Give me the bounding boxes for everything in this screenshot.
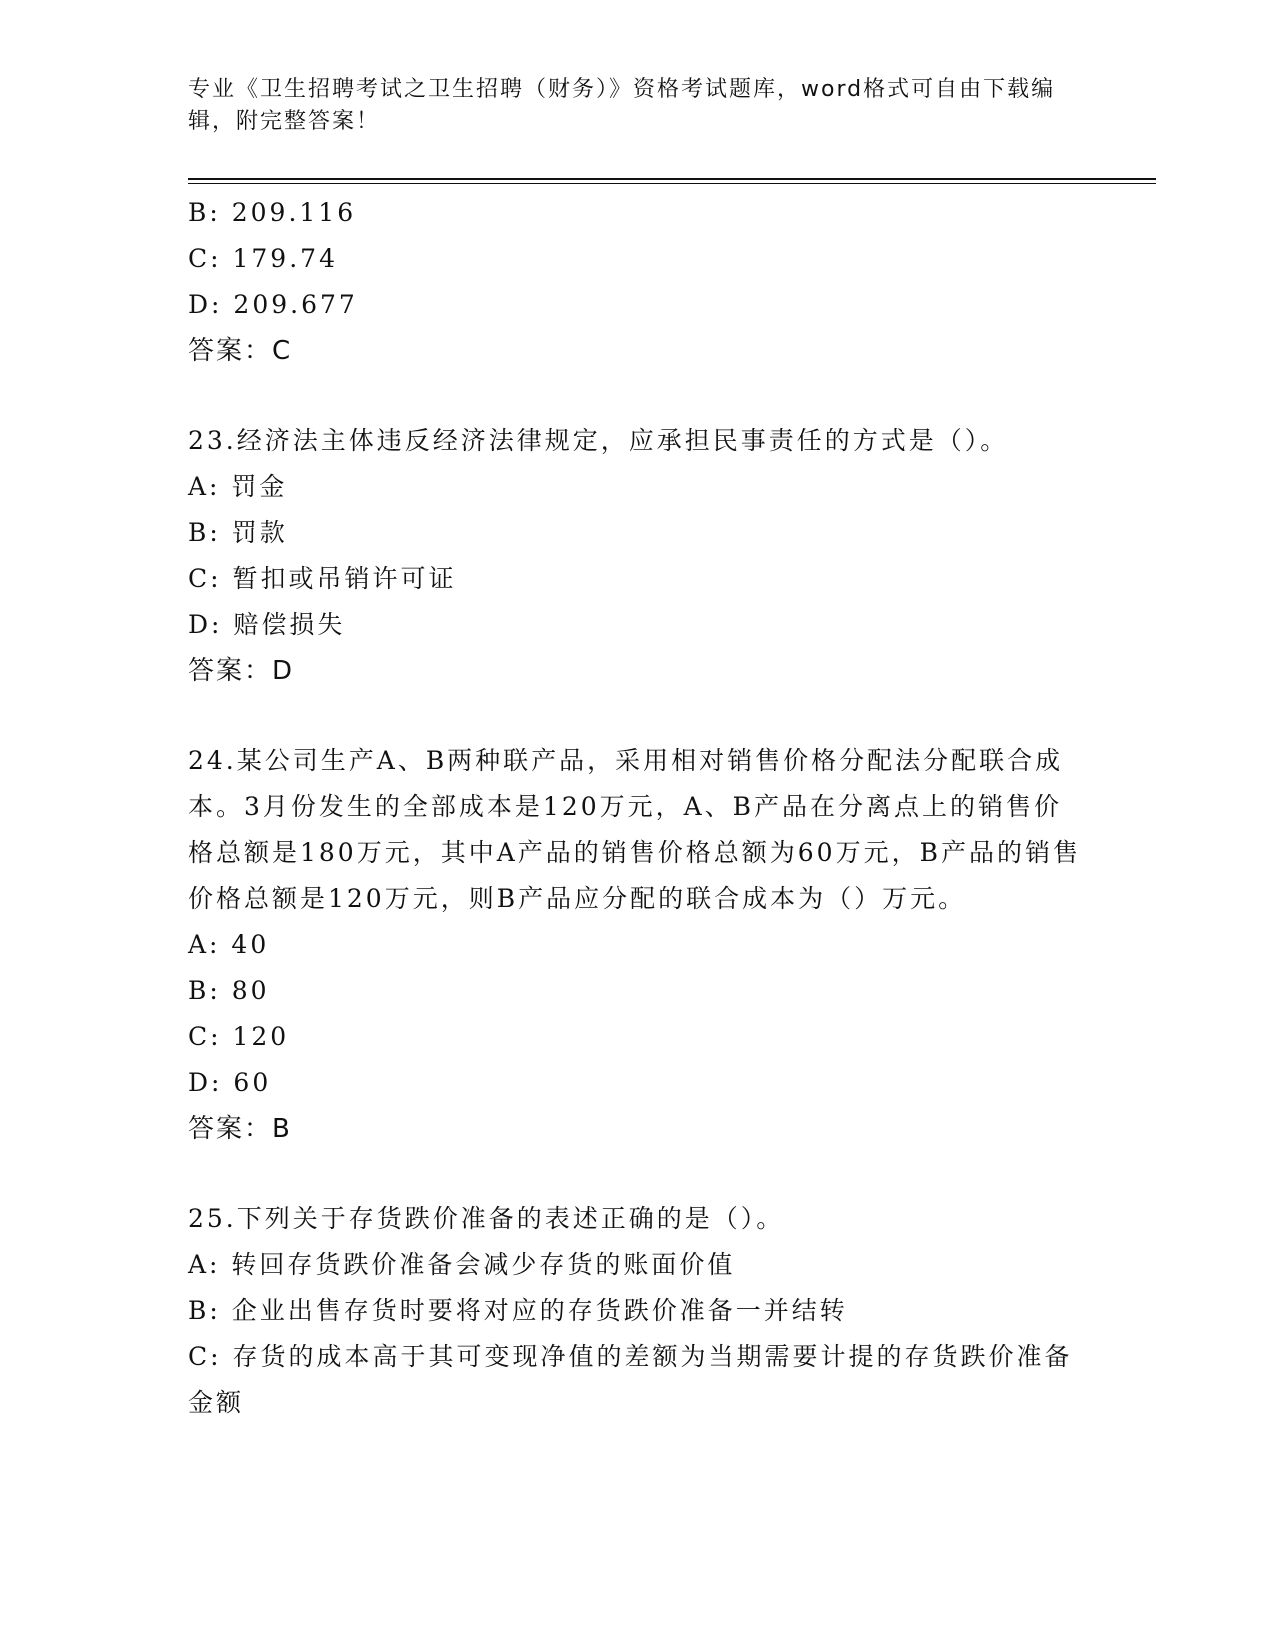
option-a: A: 转回存货跌价准备会减少存货的账面价值 bbox=[188, 1250, 736, 1279]
spacer bbox=[188, 374, 1088, 418]
header-divider-thin bbox=[188, 183, 1156, 184]
option-c: C: 179.74 bbox=[188, 244, 338, 273]
answer: 答案：C bbox=[188, 336, 293, 366]
option-b: B: 企业出售存货时要将对应的存货跌价准备一并结转 bbox=[188, 1296, 848, 1325]
option-b: B: 罚款 bbox=[188, 518, 288, 547]
question-24 bbox=[188, 738, 1088, 1152]
header-divider bbox=[188, 178, 1156, 180]
option-d: D: 209.677 bbox=[188, 290, 358, 319]
question-stem: 23.经济法主体违反经济法律规定，应承担民事责任的方式是（）。 bbox=[188, 426, 1009, 455]
option-c: C: 120 bbox=[188, 1022, 290, 1051]
answer: 答案：B bbox=[188, 1114, 292, 1144]
question-23 bbox=[188, 418, 1088, 694]
document-header: 专业《卫生招聘考试之卫生招聘（财务）》资格考试题库，word格式可自由下载编辑，附完整答案！ bbox=[188, 77, 1056, 134]
option-b: B: 209.116 bbox=[188, 198, 357, 227]
question-22 bbox=[188, 190, 1088, 374]
question-stem: 25.下列关于存货跌价准备的表述正确的是（）。 bbox=[188, 1204, 785, 1233]
question-list bbox=[188, 190, 1088, 1426]
question-stem: 24.某公司生产A、B两种联产品，采用相对销售价格分配法分配联合成本。3月份发生的全部成本是120万元，A、B产品在分离点上的销售价格总额是180万元，其中A产品的销售价格总额为60万元，B产品的销售价格总额是120万元，则B产品应分配的联合成本为（）万元。 bbox=[188, 746, 1081, 913]
spacer bbox=[188, 1152, 1088, 1196]
option-d: D: 60 bbox=[188, 1068, 272, 1097]
option-b: B: 80 bbox=[188, 976, 270, 1005]
option-a: A: 40 bbox=[188, 930, 270, 959]
option-d: D: 赔偿损失 bbox=[188, 610, 346, 639]
question-25 bbox=[188, 1196, 1088, 1426]
option-c: C: 存货的成本高于其可变现净值的差额为当期需要计提的存货跌价准备金额 bbox=[188, 1342, 1073, 1417]
spacer bbox=[188, 694, 1088, 738]
option-c: C: 暂扣或吊销许可证 bbox=[188, 564, 457, 593]
option-a: A: 罚金 bbox=[188, 472, 288, 501]
answer: 答案：D bbox=[188, 656, 295, 686]
